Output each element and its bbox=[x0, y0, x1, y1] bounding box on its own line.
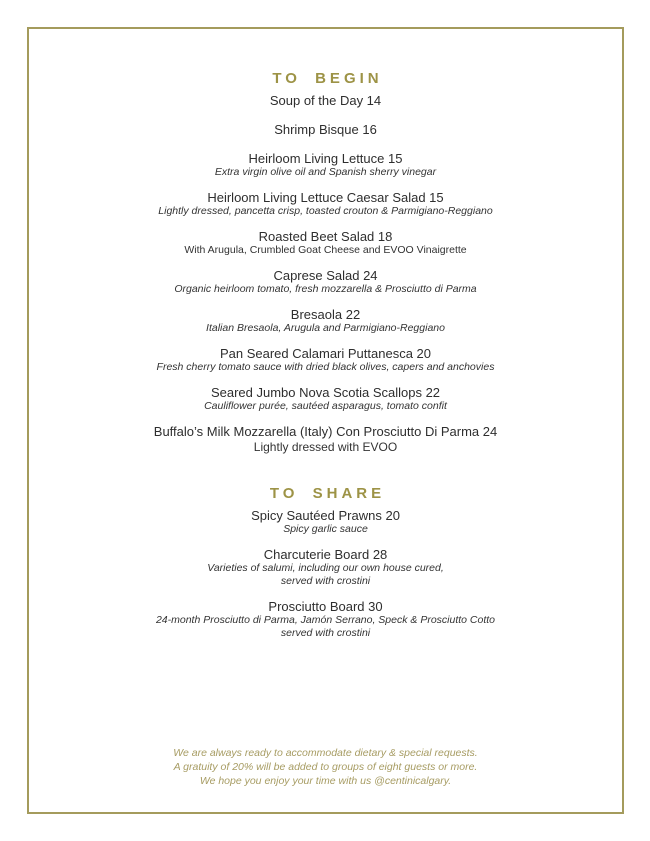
item-name: Bresaola 22 bbox=[290, 307, 361, 322]
menu-item-bresaola bbox=[29, 307, 622, 335]
menu-item-heirloom-caesar-salad bbox=[29, 190, 622, 218]
footer-line-social: We hope you enjoy your time with us @centinicalgary. bbox=[199, 775, 452, 787]
section-title-to-share: TO SHARE bbox=[269, 485, 386, 502]
item-name: Heirloom Living Lettuce 15 bbox=[248, 151, 403, 166]
item-description: Lightly dressed, pancetta crisp, toasted crouton & Parmigiano-Reggiano bbox=[158, 205, 493, 217]
section-to-begin bbox=[29, 70, 622, 455]
item-description: Lightly dressed with EVOO bbox=[253, 440, 398, 454]
item-name: Spicy Sautéed Prawns 20 bbox=[251, 508, 400, 523]
menu-item-prosciutto-board bbox=[29, 599, 622, 640]
item-name: Caprese Salad 24 bbox=[273, 268, 378, 283]
menu-item-soup-of-the-day bbox=[29, 93, 622, 108]
item-description: Italian Bresaola, Arugula and Parmigiano-Reggiano bbox=[206, 322, 445, 334]
item-name: Buffalo’s Milk Mozzarella (Italy) Con Prosciutto Di Parma 24 bbox=[153, 424, 498, 439]
menu-content bbox=[29, 29, 622, 812]
item-name: Soup of the Day 14 bbox=[269, 93, 382, 108]
footer-line-gratuity: A gratuity of 20% will be added to groups of eight guests or more. bbox=[173, 761, 478, 773]
item-description: Extra virgin olive oil and Spanish sherry vinegar bbox=[214, 166, 437, 178]
menu-item-buffalo-milk-mozzarella bbox=[29, 424, 622, 455]
menu-item-roasted-beet-salad bbox=[29, 229, 622, 257]
menu-item-nova-scotia-scallops bbox=[29, 385, 622, 413]
menu-item-calamari-puttanesca bbox=[29, 346, 622, 374]
item-description-line2: served with crostini bbox=[280, 627, 371, 639]
item-name: Charcuterie Board 28 bbox=[263, 547, 388, 562]
item-name: Shrimp Bisque 16 bbox=[274, 122, 377, 137]
item-name: Pan Seared Calamari Puttanesca 20 bbox=[219, 346, 431, 361]
menu-item-spicy-sauteed-prawns bbox=[29, 508, 622, 536]
item-name: Roasted Beet Salad 18 bbox=[258, 229, 393, 244]
section-to-share bbox=[29, 485, 622, 640]
item-description: Organic heirloom tomato, fresh mozzarella & Prosciutto di Parma bbox=[174, 283, 477, 295]
menu-item-heirloom-living-lettuce bbox=[29, 151, 622, 179]
menu-item-charcuterie-board bbox=[29, 547, 622, 588]
item-description: Fresh cherry tomato sauce with dried black olives, capers and anchovies bbox=[156, 361, 495, 373]
item-description: With Arugula, Crumbled Goat Cheese and EVOO Vinaigrette bbox=[184, 244, 467, 256]
item-description: Varieties of salumi, including our own house cured, bbox=[207, 562, 444, 574]
item-description: 24-month Prosciutto di Parma, Jamón Serrano, Speck & Prosciutto Cotto bbox=[155, 614, 496, 626]
item-name: Seared Jumbo Nova Scotia Scallops 22 bbox=[210, 385, 441, 400]
footer-line-dietary: We are always ready to accommodate dietary & special requests. bbox=[173, 747, 478, 759]
item-name: Heirloom Living Lettuce Caesar Salad 15 bbox=[207, 190, 444, 205]
item-name: Prosciutto Board 30 bbox=[268, 599, 383, 614]
menu-body bbox=[29, 29, 622, 640]
item-description: Cauliflower purée, sautéed asparagus, tomato confit bbox=[204, 400, 447, 412]
menu-item-shrimp-bisque bbox=[29, 122, 622, 137]
item-description: Spicy garlic sauce bbox=[283, 523, 368, 535]
footer-note bbox=[29, 746, 622, 788]
item-description-line2: served with crostini bbox=[280, 575, 371, 587]
section-title-to-begin: TO BEGIN bbox=[272, 70, 383, 87]
menu-item-caprese-salad bbox=[29, 268, 622, 296]
